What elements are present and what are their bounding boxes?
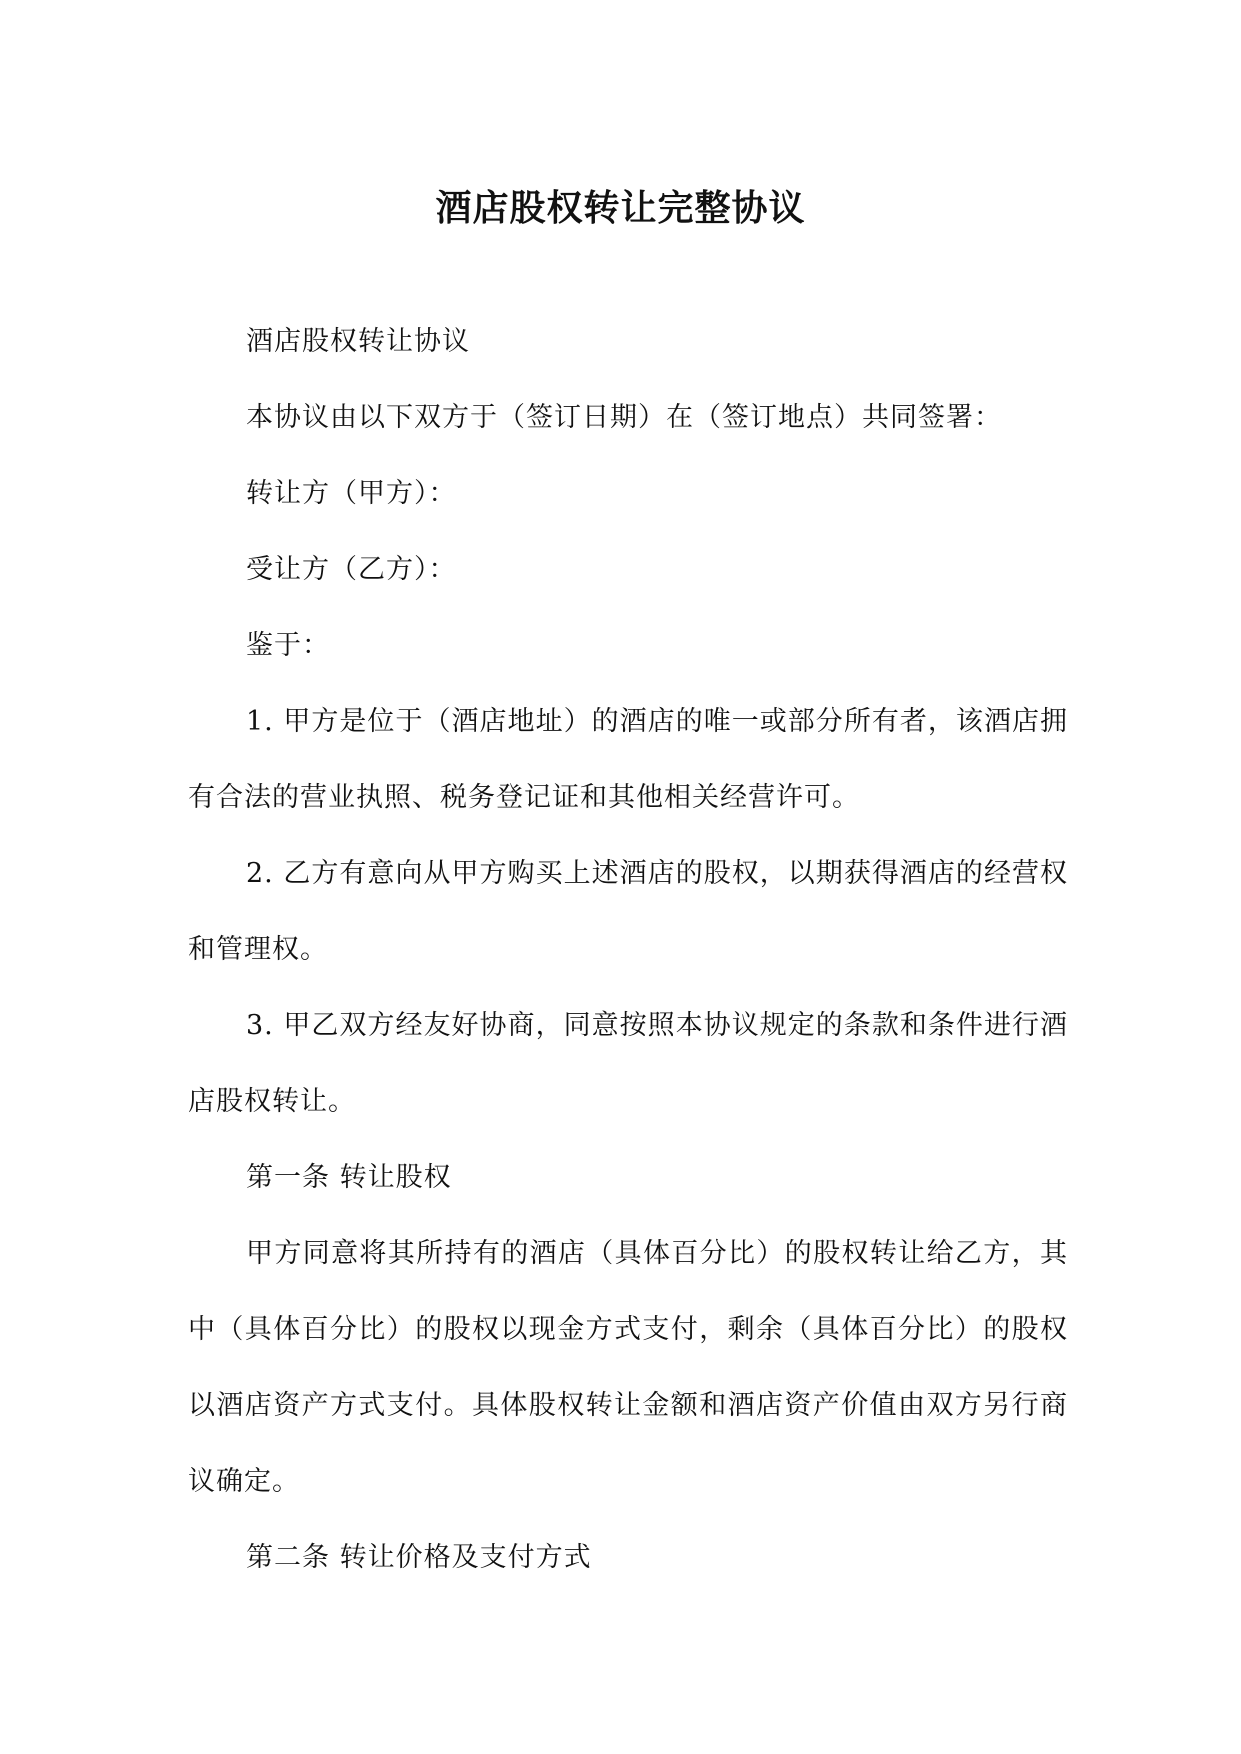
article-1-heading: 第一条 转让股权 <box>246 1162 452 1193</box>
recital-3: 3. 甲乙双方经友好协商，同意按照本协议规定的条款和条件进行酒店股权转让。 <box>188 1010 1068 1117</box>
agreement-heading: 酒店股权转让协议 <box>246 326 470 357</box>
document-title: 酒店股权转让完整协议 <box>435 187 806 229</box>
transferor-line: 转让方（甲方）： <box>246 478 457 509</box>
recital-1: 1. 甲方是位于（酒店地址）的酒店的唯一或部分所有者，该酒店拥有合法的营业执照、税务登记证和其他相关经营许可。 <box>188 706 1068 813</box>
signing-statement: 本协议由以下双方于（签订日期）在（签订地点）共同签署： <box>246 402 1002 433</box>
transferee-line: 受让方（乙方）： <box>246 554 457 585</box>
article-2-heading: 第二条 转让价格及支付方式 <box>246 1542 592 1573</box>
whereas-label: 鉴于： <box>246 630 330 661</box>
recital-2: 2. 乙方有意向从甲方购买上述酒店的股权，以期获得酒店的经营权和管理权。 <box>188 858 1068 965</box>
article-1-text: 甲方同意将其所持有的酒店（具体百分比）的股权转让给乙方，其中（具体百分比）的股权以现金方式支付，剩余（具体百分比）的股权以酒店资产方式支付。具体股权转让金额和酒店资产价值由双方另行商议确定。 <box>188 1238 1068 1497</box>
document-body <box>188 304 1068 1596</box>
